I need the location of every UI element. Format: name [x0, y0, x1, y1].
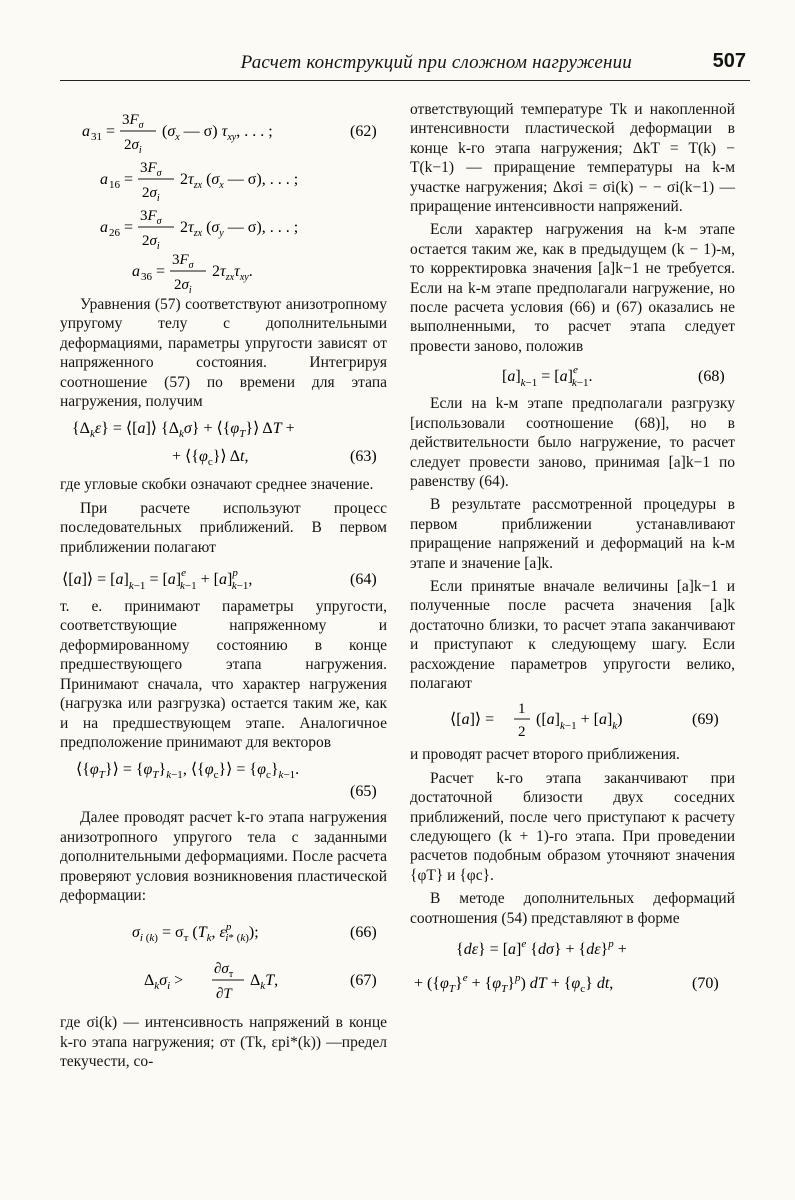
paragraph-additional-strains: В методе дополнительных деформаций соотношения (54) представляют в форме [410, 890, 735, 927]
equation-68 [410, 356, 735, 394]
svg-text:=: = [106, 123, 116, 140]
equation-66-label: (66) [350, 924, 377, 942]
paragraph-kth-stage: Далее проводят расчет k-го этапа нагружения анизотропного упругого тела с заданными дополнительными деформациями. После расчета проверяют условия возникновения пластической деформации: [60, 809, 387, 904]
svg-text:a: a [132, 263, 140, 280]
svg-text:Δkσi >: $\Delta_k\sigma_i$ > [144, 972, 184, 993]
equation-62-block [60, 100, 387, 296]
svg-text:3Fσ: $3F_\sigma$ [140, 160, 162, 179]
svg-text:2σi: $2\sigma_i$ [142, 233, 160, 252]
paragraph-finish-stage: Расчет k-го этапа заканчивают при достаточной близости двух соседних приближений, после чего приступают к расчету следующего (k + 1)-го этапа. При проведении расчетов подобным образом уточняют значения {φT} и {φc}. [410, 769, 735, 884]
svg-text:2σi: $2\sigma_i$ [174, 277, 192, 296]
paragraph-angle-brackets: где угловые скобки означают среднее значение. [60, 476, 374, 494]
svg-text:⟨[a]⟩ =: ⟨[a]⟩ = [450, 711, 495, 729]
svg-text:+ ({φT}e + {φT}p) dT + {φc} dt: + $(\{\varphi_T\}^e + \{\varphi_T\}^p)$ dT + $\{\varphi_c\}$ dt, [414, 972, 614, 996]
equation-64 [60, 557, 387, 597]
equation-65 [60, 752, 387, 802]
paragraph-result: В результате рассмотренной процедуры в первом приближении устанавливают приращение напряжений и деформаций на k-м этапе и значение [a]k. [410, 496, 735, 572]
equation-70-label: (70) [692, 975, 719, 993]
page-number: 507 [712, 50, 746, 72]
svg-text:[a]k−1 = [a]ek−1.: $[a]_k-1 = [a]^e$ k−1. [502, 364, 593, 390]
equation-63 [60, 411, 387, 469]
svg-text:{Δkε} = ⟨[a]⟩ {Δkσ} + ⟨{φT}⟩ Δ: $\{\Delta_k\varepsilon\}$ = ⟨[a]⟩ $\{\Delta_k\sigma\}$ + $⟨\{\varphi_T\}⟩$ ΔT + [72, 420, 295, 441]
left-column [60, 100, 387, 1072]
paragraph-anisotropic-body: Уравнения (57) соответствуют анизотропному упругому телу с дополнительными деформациями, параметры упругости зависят от напряженного состояния. Интегрируя соотношение (57) по времени для этапа нагружения, получим [60, 296, 387, 411]
paragraph-successive-approx: При расчете используют процесс последовательных приближений. В первом приближении полагают [60, 499, 387, 556]
svg-text:31: 31 [91, 131, 102, 143]
svg-text:2σi: $2\sigma_i$ [124, 137, 142, 156]
svg-text:⟨[a]⟩ = [a]k−1 = [a]ek−1 + [a]: ⟨[a]⟩ = $[a]_k-1 = [a]^e$ $k-1 + [a]^p$ k−1, [62, 567, 253, 593]
svg-text:+ ⟨{φc}⟩ Δt,: + $⟨\{\varphi_c\}⟩$ Δt, [172, 448, 249, 469]
equation-68-label: (68) [698, 368, 725, 386]
svg-text:=: = [124, 219, 134, 236]
paragraph-unloading: Если на k-м этапе предполагали разгрузку [использовали соотношение (68)], но в действительности было нагружение, то расчет следует провести заново, принимая [a]k−1 по равенству (64). [410, 395, 735, 490]
svg-text:=: = [124, 171, 134, 188]
svg-text:a: a [100, 171, 108, 188]
equation-64-label: (64) [350, 571, 377, 589]
svg-text:=: = [156, 263, 166, 280]
svg-text:16: 16 [109, 179, 120, 191]
svg-text:3Fσ: $3F_\sigma$ [172, 252, 194, 271]
equation-69-label: (69) [692, 711, 719, 729]
svg-text:2σi: $2\sigma_i$ [142, 185, 160, 204]
paragraph-temperature-cont: ответствующий температуре Tk и накопленной интенсивности пластической деформации в конце k-го этапа нагружения; ΔkT = T(k) − T(k−1) — приращение температуры на k-м участке нагружения; Δkσi = σi(k) − − σi(k−1) — приращение интенсивности напряжений. [410, 101, 735, 216]
svg-text:{dε} = [a]e {dσ} + {dε}p +: $\{d\varepsilon\} = [a]^e$ $\{d\sigma\} + \{d\varepsilon\}^p$ + [456, 938, 627, 959]
svg-text:ΔkT,: $\Delta_kT$, [250, 972, 279, 993]
svg-text:26: 26 [109, 227, 120, 239]
svg-text:2τzxτxy.: $2\tau_{zx}\tau_{xy}$. [212, 263, 253, 283]
paragraph-second-approx: и проводят расчет второго приближения. [410, 746, 680, 764]
running-title: Расчет конструкций при сложном нагружении [240, 52, 632, 73]
svg-text:∂σт: $\partial\sigma_т$ [214, 961, 234, 981]
equation-66-67-block [60, 905, 387, 1007]
paragraph-same-character: Если характер нагружения на k-м этапе остается таким же, как в предыдущем (k − 1)-м, то корректировка значения [a]k−1 не требуется. Если на k-м этапе предполагали нагружение, но после расчета условия (66) и (67) оказались не выполненными, то расчет этапа следует провести заново, положив [410, 221, 735, 355]
paragraph-elastic-params: т. е. принимают параметры упругости, соответствующие напряженному и деформированному состоянию в конце предшествующего этапа нагружения. Принимают сначала, что характер нагружения (нагрузка или разгрузка) остается таким же, как и на предшествующем этапе. Аналогичное предположение принимают для векторов [60, 598, 387, 751]
equation-63-label: (63) [350, 448, 377, 466]
svg-text:σi (k) = σт (Tk, εpi* (k));: $\sigma_i$ $(k) = \sigma_т$ ($T_k$, $\varepsilon^p$ i* (k)); [132, 921, 259, 945]
svg-text:2τzx (σx — σ), . . . ;: $2\tau_{zx}$ ($\sigma_x$ — σ), . . . ; [180, 171, 299, 191]
svg-text:a: a [82, 123, 90, 140]
svg-text:1: 1 [518, 701, 526, 718]
svg-text:3Fσ: $3F_\sigma$ [122, 112, 144, 131]
paragraph-close-values: Если принятые вначале величины [a]k−1 и полученные после расчета значения [a]k достаточно близки, то расчет этапа заканчивают и приступают к следующему шагу. Если расхождение параметров упругости велико, полагают [410, 577, 735, 692]
equation-69 [410, 693, 735, 745]
svg-text:(σx — σ) τxy, . . . ;: ($\sigma_x$ — σ) $\tau_{xy}$, . . . ; [162, 123, 273, 143]
equation-67-label: (67) [350, 972, 377, 990]
equation-70 [410, 928, 735, 1000]
svg-text:2τzx (σy — σ), . . . ;: $2\tau_{zx}$ ($\sigma_y$ — σ), . . . ; [180, 219, 299, 239]
equation-65-label: (65) [350, 783, 377, 801]
svg-text:⟨{φT}⟩ = {φT}k−1, ⟨{φc}⟩ = {φc: $⟨\{\varphi_T\}⟩ = \{\varphi_T\}_k-1$, $⟨\{\varphi_c\}⟩ = \{\varphi_c\}_k-1$. [76, 761, 300, 782]
equation-62-label: (62) [350, 123, 377, 140]
svg-text:2: 2 [518, 724, 526, 741]
paragraph-where-bottom: где σi(k) — интенсивность напряжений в конце k-го этапа нагружения; σт (Tk, εpi*(k)) —предел текучести, со- [60, 1014, 387, 1071]
svg-text:∂T: ∂T [216, 986, 232, 1003]
svg-text:36: 36 [141, 271, 152, 283]
page-header [60, 50, 750, 81]
svg-text:a: a [100, 219, 108, 236]
svg-text:([a]k−1 + [a]k): $([a]_k-1 + [a]_k)$ [536, 711, 623, 733]
right-column [410, 100, 735, 1000]
svg-text:3Fσ: $3F_\sigma$ [140, 208, 162, 227]
